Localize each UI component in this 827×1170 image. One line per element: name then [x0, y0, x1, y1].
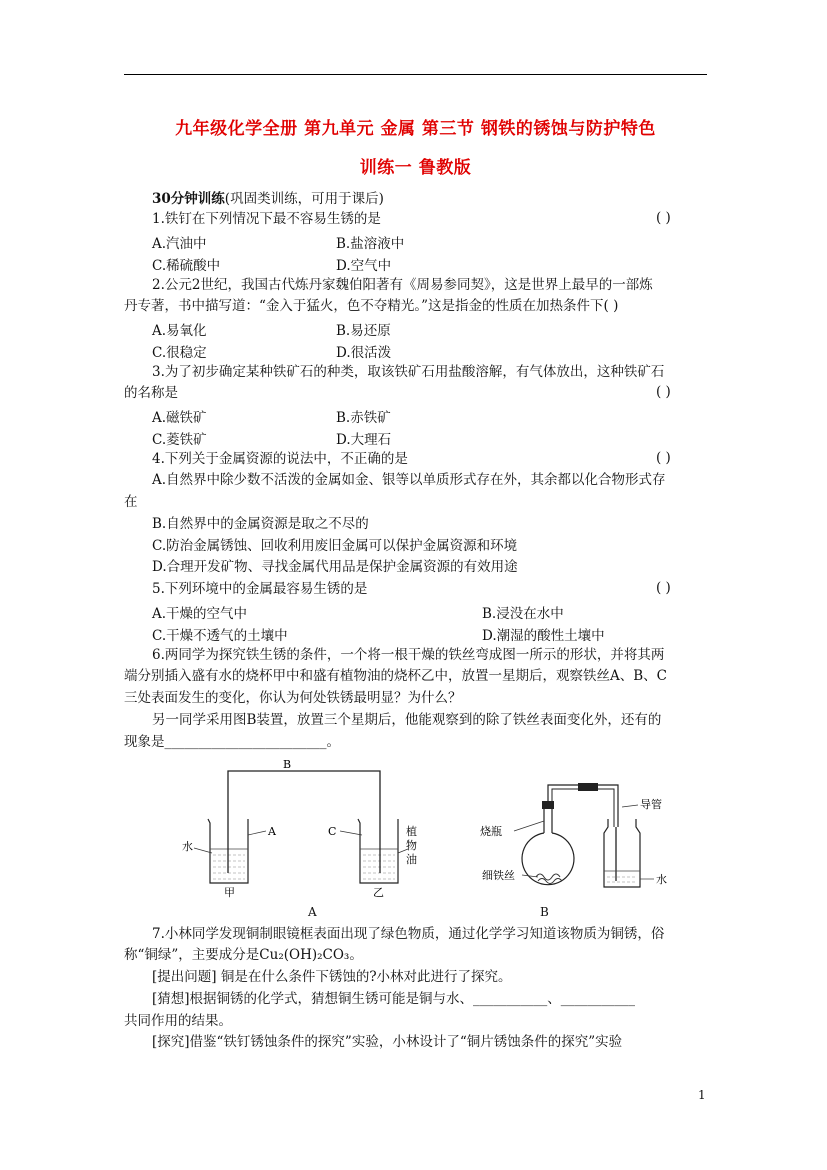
q4-option-a-line1: A.自然界中除少数不活泼的金属如金、银等以单质形式存在外，其余都以化合物形式存	[152, 472, 666, 488]
page-title-line1: 九年级化学全册 第九单元 金属 第三节 钢铁的锈蚀与防护特色	[175, 119, 656, 139]
section-heading	[152, 190, 712, 208]
q7-line2: 称“铜绿”，主要成分是Cu₂(OH)₂CO₃。	[124, 947, 363, 963]
fig-a-label-jia: 甲	[224, 886, 235, 899]
fig-a-label-b: B	[283, 758, 292, 771]
q4-stem: 4.下列关于金属资源的说法中，不正确的是	[152, 451, 408, 467]
q4-option-b: B.自然界中的金属资源是取之不尽的	[152, 516, 369, 532]
q1-answer-paren: ( )	[656, 210, 671, 226]
beaker-yi	[340, 819, 408, 883]
q2-option-a: A.易氧化	[152, 323, 207, 339]
fig-a-label-yi: 乙	[373, 886, 384, 899]
fig-a-label-a: A	[268, 825, 276, 838]
q3-option-a: A.磁铁矿	[152, 410, 207, 426]
q5-stem: 5.下列环境中的金属最容易生锈的是	[152, 581, 368, 597]
q3-option-b: B.赤铁矿	[336, 410, 391, 426]
q5-option-c: C.干燥不透气的土壤中	[152, 628, 288, 644]
q3-line1: 3.为了初步确定某种铁矿石的种类，取该铁矿石用盐酸溶解，有气体放出，这种铁矿石	[152, 364, 665, 380]
q6-line3: 三处表面发生的变化，你认为何处铁锈最明显？为什么？	[124, 690, 462, 706]
q1-option-c: C.稀硫酸中	[152, 258, 221, 274]
q7-line4: [猜想]根据铜锈的化学式，猜想铜生锈可能是铜与水、___________、___________	[152, 991, 636, 1007]
q1-option-b: B.盐溶液中	[336, 236, 405, 252]
q4-answer-paren: ( )	[656, 450, 671, 466]
q2-option-b: B.易还原	[336, 323, 391, 339]
q5-answer-paren: ( )	[656, 580, 671, 596]
q2-option-d: D.很活泼	[336, 345, 392, 361]
q3-answer-paren: ( )	[656, 384, 671, 400]
figure-b-caption: B	[540, 905, 549, 919]
q4-option-d: D.合理开发矿物、寻找金属代用品是保护金属资源的有效用途	[152, 559, 518, 575]
q3-line2: 的名称是	[124, 385, 178, 401]
q2-option-c: C.很稳定	[152, 345, 207, 361]
q6-line1: 6.两同学为探究铁生锈的条件，一个将一根干燥的铁丝弯成图一所示的形状，并将其两	[152, 647, 665, 663]
q6-line2: 端分别插入盛有水的烧杯甲中和盛有植物油的烧杯乙中，放置一星期后，观察铁丝A、B、C	[124, 668, 667, 684]
fig-b-label-flask: 烧瓶	[480, 825, 502, 838]
fig-a-label-water: 水	[182, 840, 193, 853]
q7-line3: [提出问题] 铜是在什么条件下锈蚀的?小林对此进行了探究。	[152, 969, 512, 985]
q4-option-c: C.防治金属锈蚀、回收利用废旧金属可以保护金属资源和环境	[152, 538, 518, 554]
q7-line1: 7.小林同学发现铜制眼镜框表面出现了绿色物质，通过化学学习知道该物质为铜锈，俗	[152, 926, 665, 942]
section-note: (巩固类训练，可用于课后)	[224, 191, 384, 207]
q7-line5: 共同作用的结果。	[124, 1013, 232, 1029]
fig-a-label-c: C	[328, 825, 337, 838]
q5-option-a: A.干燥的空气中	[152, 606, 248, 622]
q1-option-d: D.空气中	[336, 258, 392, 274]
q2-line2: 丹专著，书中描写道：“金入于猛火，色不夺精光。”这是指金的性质在加热条件下( )	[124, 298, 619, 314]
q6-line5: 现象是________________________。	[124, 734, 340, 750]
round-flask	[522, 801, 574, 885]
q5-option-b: B.浸没在水中	[482, 606, 564, 622]
q3-option-c: C.菱铁矿	[152, 432, 207, 448]
header-rule	[124, 74, 707, 75]
q1-stem: 1.铁钉在下列情况下最不容易生锈的是	[152, 211, 381, 227]
q2-line1: 2.公元2世纪，我国古代炼丹家魏伯阳著有《周易参同契》，这是世界上最早的一部炼	[152, 277, 653, 293]
fig-a-label-oil-3: 油	[406, 853, 417, 866]
fig-b-label-wire: 细铁丝	[482, 869, 515, 882]
section-label: 30分钟训练	[152, 191, 225, 207]
q7-line6: [探究]借鉴“铁钉锈蚀条件的探究”实验，小林设计了“铜片锈蚀条件的探究”实验	[152, 1034, 623, 1050]
page-title-line2: 训练一 鲁教版	[359, 158, 472, 178]
beaker-jia	[194, 819, 266, 883]
figure-b-flask-apparatus	[478, 775, 678, 900]
water-bottle	[604, 819, 640, 887]
q4-option-a-line2: 在	[124, 494, 138, 510]
figure-a-iron-wire-beakers	[180, 755, 420, 900]
fig-a-label-oil-2: 物	[406, 839, 417, 852]
fig-b-label-tube: 导管	[640, 798, 662, 811]
fig-b-label-water: 水	[656, 873, 667, 886]
q3-option-d: D.大理石	[336, 432, 392, 448]
fig-a-label-oil-1: 植	[406, 825, 417, 838]
q1-option-a: A.汽油中	[152, 236, 207, 252]
q5-option-d: D.潮湿的酸性土壤中	[482, 628, 605, 644]
page-number: 1	[698, 1088, 706, 1102]
q6-line4: 另一同学采用图B装置，放置三个星期后，他能观察到的除了铁丝表面变化外，还有的	[152, 712, 662, 728]
figure-a-caption: A	[308, 905, 317, 919]
